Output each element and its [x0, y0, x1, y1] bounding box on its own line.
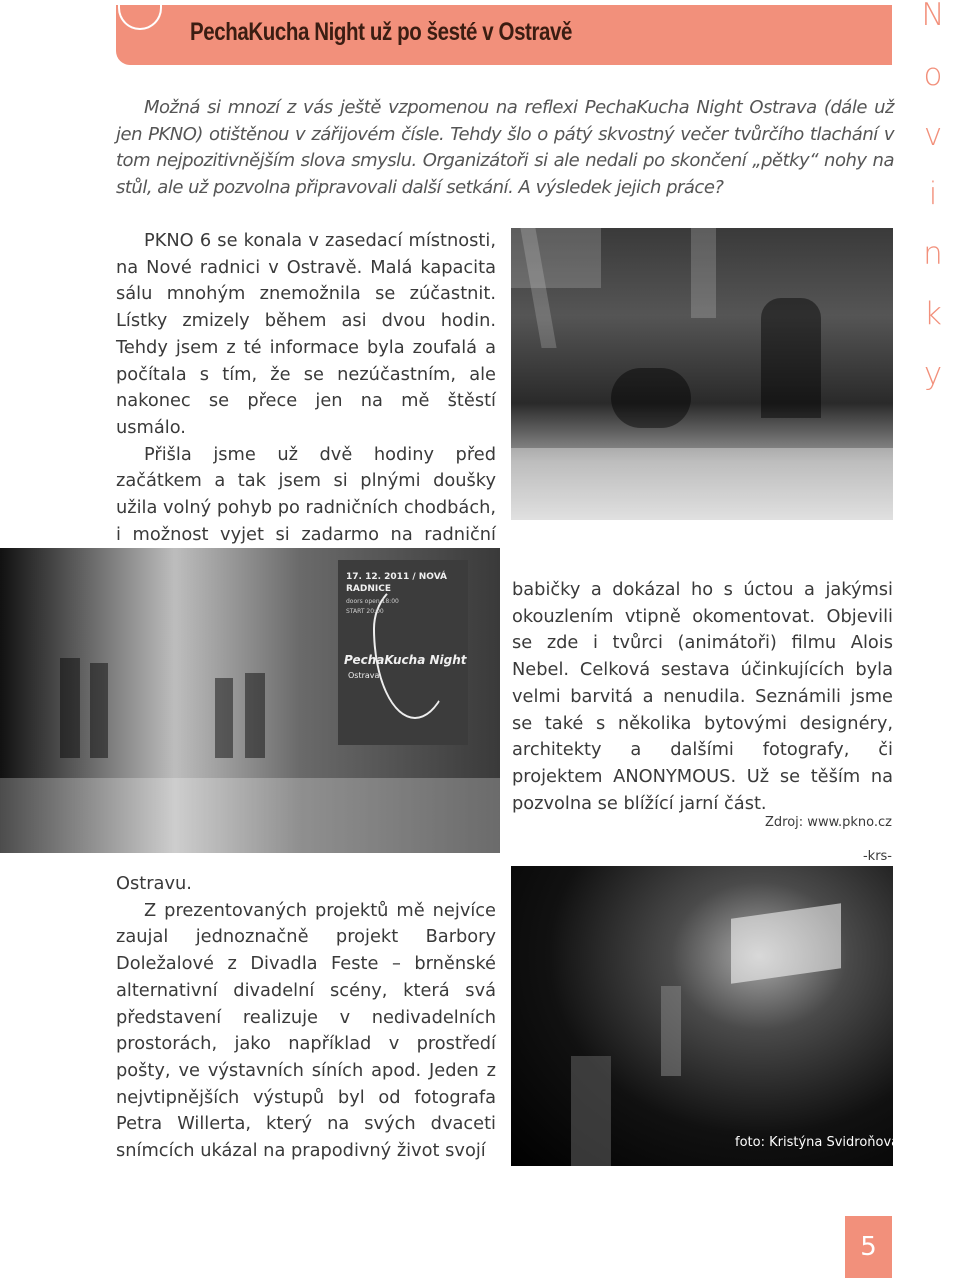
section-letter: i: [928, 176, 938, 213]
lead-paragraph: Možná si mnozí z vás ještě vzpomenou na reflexi PechaKucha Night Ostrava (dále už jen PKNO) otištěnou v zářijovém čísle. Tehdy šlo o pátý skvostný večer tvůrčího tlachání v tom nejpozitivnějším slova smyslu. Organizátoři si ale nedali po skončení „pětky“ nohy na stůl, ale už pozvolna připravovali další setkání. A výsledek jejich práce?: [116, 97, 894, 198]
paragraph: babičky a dokázal ho s úctou a jakýmsi okouzlením vtipně okomentovat. Objevili se zde i tvůrci (animátoři) filmu Alois Nebel. Celková sestava účinkujících byla velmi barvitá a nenudila. Seznámili jsme se také s několika bytovými designéry, architekty a dalšími fotografy, či projektem ANONYMOUS. Už se těším na pozvolna se blížící jarní část.: [512, 579, 893, 814]
section-letter: N: [921, 0, 945, 33]
section-letter: y: [923, 355, 943, 392]
page-number: 5: [845, 1216, 892, 1278]
poster-venue: RADNICE: [346, 584, 391, 594]
column-3: [116, 871, 496, 1165]
column-1: [116, 228, 496, 575]
author-signature: -krs-: [862, 849, 892, 864]
paragraph: Z prezentovaných projektů mě nejvíce zaujal jednoznačně projekt Barbory Doležalové z Divadla Feste – brněnské alternativní divadelní scény, která svá představení realizuje v nedivadelních prostorách, jako například v prostředí pošty, ve výstavních síních apod. Jeden z nejvtipnějších výstupů byl od fotografa Petra Willerta, který na svých dvaceti snímcích ukázal na prapodivný život svojí: [116, 899, 496, 1162]
poster-doors: doors open 18:00: [346, 598, 399, 605]
photo-presentation: [511, 866, 893, 1166]
column-2: [512, 577, 893, 817]
photo-caption: foto: Kristýna Svidroňová: [735, 1135, 900, 1150]
paragraph: Přišla jsme už dvě hodiny před začátkem a tak jsem si plnými doušky užila volný pohyb po radničních chodbách, i možnost vyjet si zadarmo na radniční: [116, 443, 497, 545]
section-letter: v: [923, 116, 943, 153]
section-letter: n: [923, 236, 943, 273]
article-title: PechaKucha Night už po šesté v Ostravě: [190, 18, 573, 46]
poster-city: Ostrava: [348, 671, 380, 680]
source-credit: Zdroj: www.pkno.cz: [765, 815, 892, 830]
section-letter: o: [923, 56, 943, 93]
poster-logo: PechaKucha Night: [344, 653, 467, 667]
section-label-novinky: [908, 0, 958, 390]
poster-start: START 20:00: [346, 608, 384, 615]
section-letter: k: [924, 296, 942, 333]
photo-meeting-room: [511, 228, 893, 520]
paragraph: PKNO 6 se konala v zasedací místnosti, na Nové radnici v Ostravě. Malá kapacita sálu mnohým znemožnila se zúčastnit. Lístky zmizely během asi dvou hodin. Tehdy jsem z té informace byla zoufalá a počítala s tím, že se nezúčastním, ale nakonec se přece jen na mě štěstí usmálo.: [116, 230, 496, 438]
poster-date: 17. 12. 2011 / NOVÁ: [346, 572, 448, 582]
event-poster: [338, 560, 468, 745]
paragraph: Ostravu.: [116, 873, 192, 894]
